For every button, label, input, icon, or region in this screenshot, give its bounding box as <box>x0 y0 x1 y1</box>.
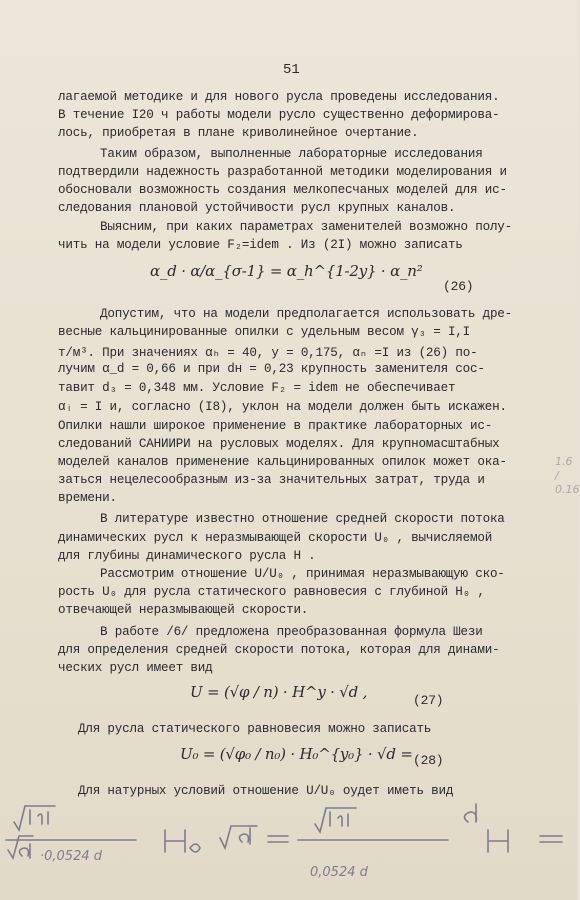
text-line: αᵢ = I и, согласно (I8), уклон на модели должен быть искажен. <box>58 400 507 414</box>
text-line: лось, приобретая в плане криволинейное очертание. <box>58 126 419 140</box>
handwritten-formula <box>0 800 577 900</box>
text-line: Для русла статического равновесия можно записать <box>78 722 432 736</box>
page-number: 51 <box>283 62 300 78</box>
text-line: Рассмотрим отношение U/U₀ , принимая неразмывающую ско- <box>100 567 505 581</box>
formula-26: α_d · α/α_{σ-1} = α_h^{1-2y} · α_n² <box>150 262 423 280</box>
text-line: следования плановой устойчивости русл крупных каналов. <box>58 201 456 215</box>
text-line: В течение I20 ч работы модели русло существенно деформирова- <box>58 108 500 122</box>
text-line: Опилки нашли широкое применение в практике лабораторных ис- <box>58 419 493 433</box>
equation-number-27: (27) <box>413 693 444 708</box>
text-line: Допустим, что на модели предполагается использовать дре- <box>100 307 513 321</box>
text-line: для глубины динамического русла H . <box>58 549 316 563</box>
text-line: В работе /6/ предложена преобразованная формула Шези <box>100 625 483 639</box>
margin-note: 1.6 / 0.16 <box>555 455 580 496</box>
text-line: ческих русл имеет вид <box>58 661 213 675</box>
text-line: времени. <box>58 491 117 505</box>
text-line: рость U₀ для русла статического равновесия с глубиной H₀ , <box>58 585 485 599</box>
handwritten-text-part: ·0,0524 d <box>40 849 103 864</box>
text-line: следований САНИИРИ на русловых моделях. Для крупномасштабных <box>58 437 500 451</box>
equation-number-28: (28) <box>413 753 444 768</box>
text-line: динамических русл к неразмывающей скорости U₀ , вычисляемой <box>58 531 493 545</box>
handwritten-text-part: 0,0524 d <box>310 865 368 880</box>
text-line: отвечающей неразмывающей скорости. <box>58 603 309 617</box>
equation-number-26: (26) <box>443 279 474 294</box>
text-line: лагаемой методике и для нового русла проведены исследования. <box>58 90 500 104</box>
text-line: тавит d₃ = 0,348 мм. Условие F₂ = idem не обеспечивает <box>58 381 456 395</box>
text-line: Для натурных условий отношение U/U₀ оудет иметь вид <box>78 784 454 798</box>
text-line: для определения средней скорости потока, которая для динами- <box>58 643 500 657</box>
text-line: лучим α_d = 0,66 и при dн = 0,23 крупность заменителя сос- <box>58 362 485 376</box>
text-line: заться нецелесообразным из-за значительных затрат, труда и <box>58 473 485 487</box>
text-line: Таким образом, выполненные лабораторные исследования <box>100 147 483 161</box>
text-line: весные кальцинированные опилки с удельным весом γ₃ = I,I <box>58 325 471 339</box>
text-line: обосновали возможность создания мелкопесчаных моделей для ис- <box>58 183 507 197</box>
formula-27: U = (√φ / n) · H^y · √d , <box>190 683 368 701</box>
text-line: Выясним, при каких параметрах заменителей возможно полу- <box>100 220 513 234</box>
text-line: подтвердили надежность разработанной методики моделирования и <box>58 165 507 179</box>
text-line: В литературе известно отношение средней скорости потока <box>100 512 505 526</box>
text-line: чить на модели условие F₂=idem . Из (2I) можно записать <box>58 238 463 252</box>
text-line: моделей каналов применение кальцинированных опилок может ока- <box>58 455 507 469</box>
formula-28: U₀ = (√φ₀ / n₀) · H₀^{y₀} · √d = <box>180 745 413 763</box>
text-line: т/м³. При значениях αₕ = 40, y = 0,175, αₙ =I из (26) по- <box>58 346 478 360</box>
